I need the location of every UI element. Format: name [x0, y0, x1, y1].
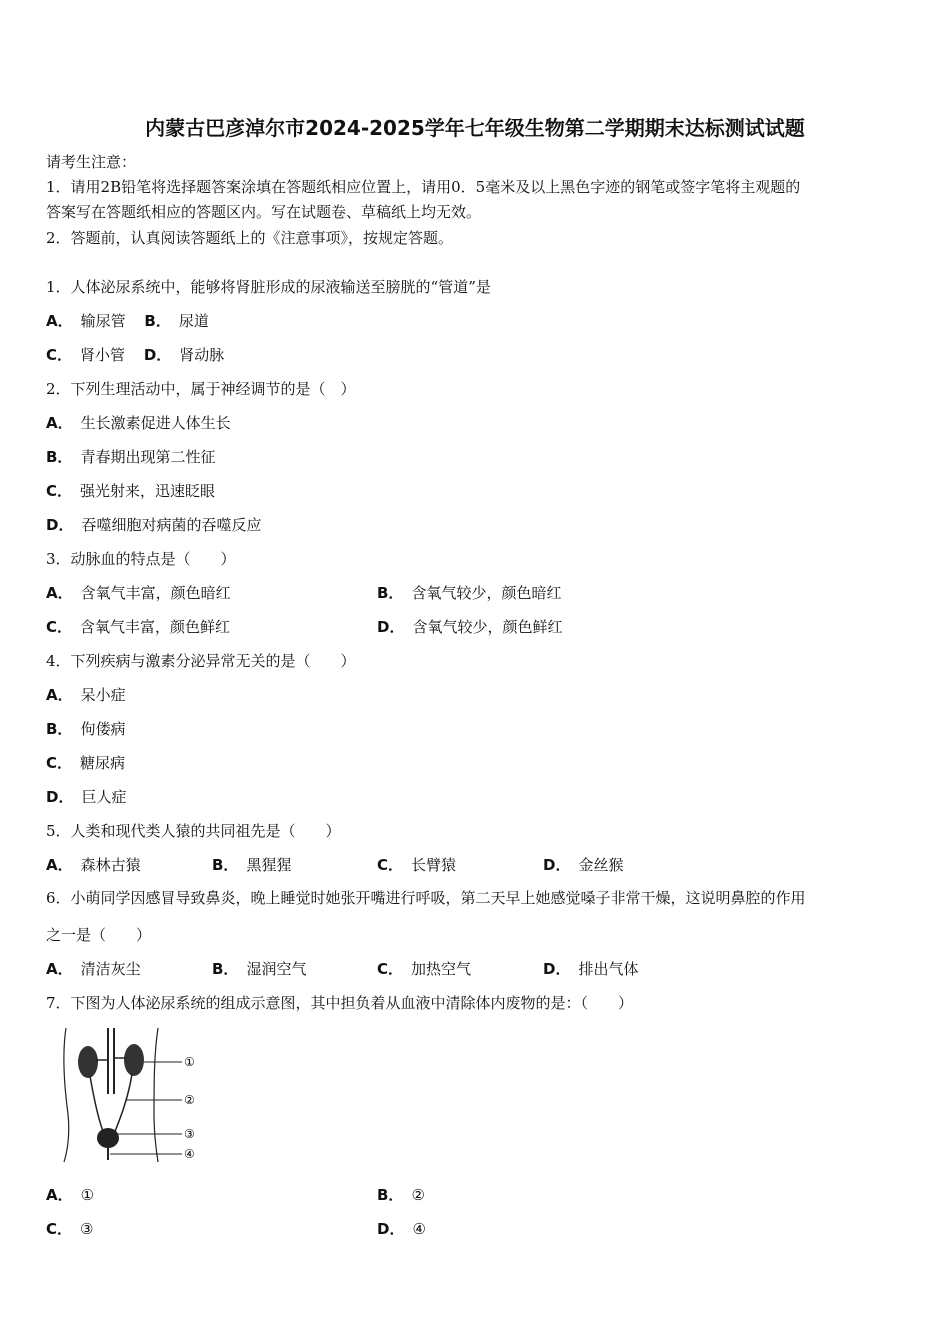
option-text: 输尿管 — [80, 312, 126, 330]
option-text: 强光射来，迅速眨眼 — [80, 482, 216, 500]
page-title: 内蒙古巴彦淖尔市2024-2025学年七年级生物第二学期期末达标测试试题 — [145, 116, 805, 140]
option-text: 佝偻病 — [80, 720, 126, 738]
option-label: B． — [46, 720, 73, 738]
question-1-options-row-2 — [46, 345, 224, 365]
option-text: 生长激素促进人体生长 — [80, 414, 231, 432]
option-label: D． — [143, 346, 172, 364]
option-label: A． — [46, 856, 73, 874]
question-6-stem: 6．小萌同学因感冒导致鼻炎，晚上睡觉时她张开嘴进行呼吸，第二天早上她感觉嗓子非常干燥，这说明鼻腔的作用 — [46, 889, 806, 907]
question-6-option-b — [212, 959, 306, 979]
question-3-option-c — [46, 617, 230, 637]
option-text: 含氧气较少，颜色鲜红 — [412, 618, 563, 636]
option-label: A． — [46, 584, 73, 602]
option-label: B． — [46, 448, 73, 466]
notice-item-2: 2．答题前，认真阅读答题纸上的《注意事项》，按规定答题。 — [46, 229, 454, 247]
urinary-system-diagram — [58, 1024, 208, 1164]
question-5-option-b — [212, 855, 291, 875]
diagram-label-3: ③ — [184, 1127, 195, 1141]
question-1-options-row-1 — [46, 311, 209, 331]
option-text: 吞噬细胞对病菌的吞噬反应 — [81, 516, 262, 534]
option-text: 排出气体 — [578, 960, 639, 978]
question-2-option-c — [46, 481, 215, 501]
notice-item-1-line-1: 1．请用2B铅笔将选择题答案涂填在答题纸相应位置上，请用0．5毫米及以上黑色字迹的钢笔或签字笔将主观题的 — [46, 178, 801, 196]
question-7-option-a — [46, 1185, 94, 1205]
diagram-label-2: ② — [184, 1093, 195, 1107]
option-text: 含氧气丰富，颜色鲜红 — [80, 618, 231, 636]
option-text: ④ — [412, 1220, 426, 1238]
option-text: 长臂猿 — [411, 856, 457, 874]
option-label: C． — [46, 754, 73, 772]
option-label: C． — [46, 482, 73, 500]
question-2-stem: 2．下列生理活动中，属于神经调节的是（ ） — [46, 380, 356, 398]
question-5-option-c — [377, 855, 456, 875]
option-label: A． — [46, 686, 73, 704]
question-2-option-d — [46, 515, 261, 535]
question-6-option-d — [543, 959, 638, 979]
question-4-option-b — [46, 719, 125, 739]
diagram-label-1: ① — [184, 1055, 195, 1069]
option-text: 金丝猴 — [578, 856, 624, 874]
option-text: 肾动脉 — [179, 346, 225, 364]
question-7-option-c — [46, 1219, 93, 1239]
option-label: A． — [46, 312, 73, 330]
question-4-option-d — [46, 787, 126, 807]
notice-item-1-line-2: 答案写在答题纸相应的答题区内。写在试题卷、草稿纸上均无效。 — [46, 203, 482, 221]
question-4-option-c — [46, 753, 125, 773]
question-3-stem: 3．动脉血的特点是（ ） — [46, 550, 236, 568]
option-text: ① — [80, 1186, 95, 1204]
option-text: 含氧气较少，颜色暗红 — [411, 584, 562, 602]
question-7-option-d — [377, 1219, 426, 1239]
option-text: 肾小管 — [80, 346, 126, 364]
option-text: 清洁灰尘 — [80, 960, 141, 978]
question-1-stem: 1．人体泌尿系统中，能够将肾脏形成的尿液输送至膀胱的“管道”是 — [46, 278, 491, 296]
question-4-stem: 4．下列疾病与激素分泌异常无关的是（ ） — [46, 652, 356, 670]
option-label: C． — [377, 960, 404, 978]
question-6-option-c — [377, 959, 471, 979]
option-text: 青春期出现第二性征 — [80, 448, 216, 466]
option-label: D． — [543, 960, 571, 978]
question-3-option-b — [377, 583, 561, 603]
question-6-stem-continued: 之一是（ ） — [46, 926, 152, 944]
diagram-label-4: ④ — [184, 1147, 195, 1161]
option-label: C． — [46, 618, 73, 636]
option-label: D． — [377, 1220, 405, 1238]
question-6-option-a — [46, 959, 141, 979]
option-label: D． — [543, 856, 571, 874]
option-label: B． — [377, 584, 404, 602]
option-label: A． — [46, 414, 73, 432]
question-7-option-b — [377, 1185, 425, 1205]
option-text: 呆小症 — [80, 686, 126, 704]
option-label: D． — [46, 516, 74, 534]
question-2-option-a — [46, 413, 231, 433]
option-label: D． — [46, 788, 74, 806]
notice-heading: 请考生注意： — [46, 153, 137, 171]
option-label: B． — [212, 960, 239, 978]
option-label: C． — [46, 346, 73, 364]
question-5-option-a — [46, 855, 141, 875]
option-label: A． — [46, 960, 73, 978]
option-text: ② — [411, 1186, 425, 1204]
question-2-option-b — [46, 447, 215, 467]
option-label: C． — [46, 1220, 73, 1238]
option-label: A． — [46, 1186, 73, 1204]
option-text: 黑猩猩 — [246, 856, 292, 874]
option-text: 含氧气丰富，颜色暗红 — [80, 584, 231, 602]
question-7-stem: 7．下图为人体泌尿系统的组成示意图，其中担负着从血液中清除体内废物的是：（ ） — [46, 994, 634, 1012]
option-text: 加热空气 — [411, 960, 472, 978]
question-5-stem: 5．人类和现代类人猿的共同祖先是（ ） — [46, 822, 341, 840]
option-text: 尿道 — [178, 312, 209, 330]
option-text: 巨人症 — [81, 788, 127, 806]
question-3-option-d — [377, 617, 562, 637]
question-4-option-a — [46, 685, 126, 705]
option-label: B． — [144, 312, 171, 330]
question-3-option-a — [46, 583, 231, 603]
option-label: B． — [377, 1186, 404, 1204]
option-label: D． — [377, 618, 405, 636]
option-text: ③ — [80, 1220, 94, 1238]
option-label: C． — [377, 856, 404, 874]
option-text: 森林古猿 — [80, 856, 141, 874]
option-label: B． — [212, 856, 239, 874]
question-5-option-d — [543, 855, 623, 875]
option-text: 湿润空气 — [246, 960, 307, 978]
option-text: 糖尿病 — [80, 754, 126, 772]
